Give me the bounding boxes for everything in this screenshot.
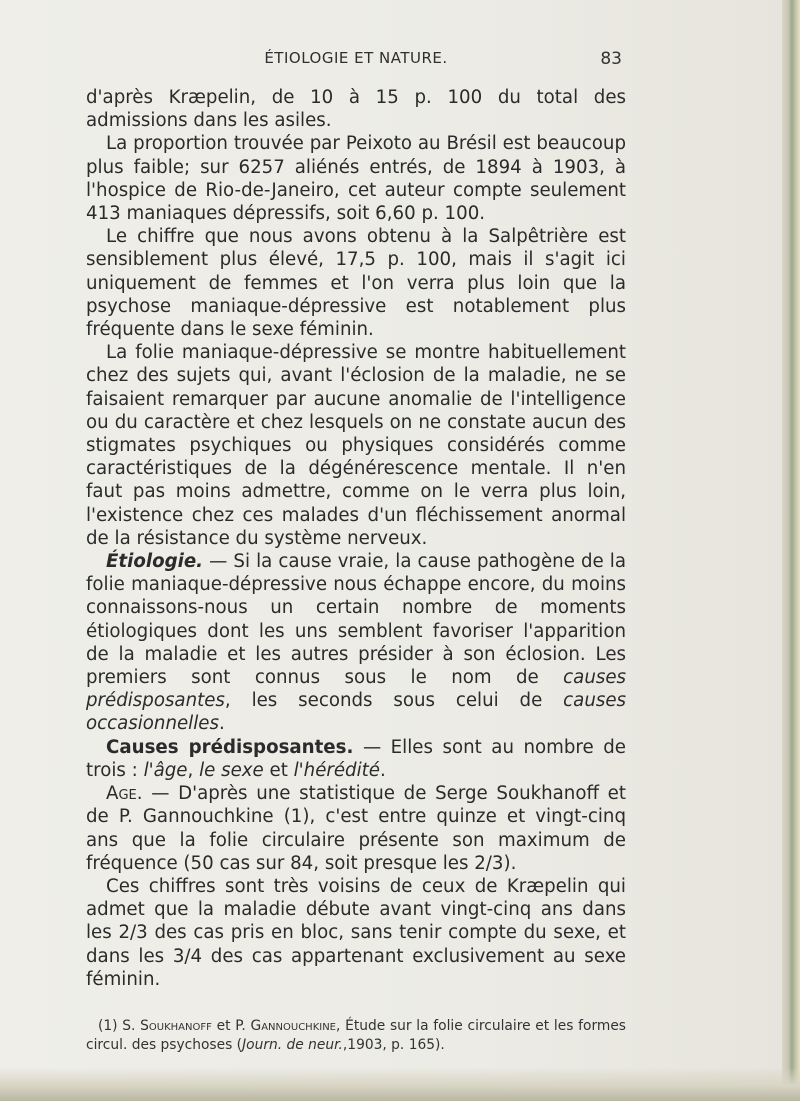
section-heading-etiologie: Étiologie.	[106, 551, 204, 573]
term-causes-predisposantes: causes prédisposantes	[86, 667, 626, 712]
page-bottom-shadow	[0, 1067, 800, 1101]
paragraph-age	[86, 782, 626, 875]
paragraph-kraepelin: Ces chiffres sont très voisins de ceux de Kræpelin qui admet que la maladie débute avant vingt-cinq ans dans les 2/3 des cas pris en bloc, sans tenir compte du sexe, et dans les 3/4 des cas appartenant exclusivement au sexe féminin.	[86, 875, 626, 990]
paragraph-etiologie	[86, 550, 626, 736]
text-run: — Elles sont au nombre de trois :	[86, 736, 626, 781]
running-title: ÉTIOLOGIE ET NATURE.	[264, 49, 448, 67]
footnote-journal: Journ. de neur.	[242, 1037, 343, 1053]
body-text	[86, 86, 626, 991]
text-run: , Étude sur la folie circulaire et les formes circul. des psychoses (	[86, 1018, 626, 1053]
footnote-line	[86, 1017, 626, 1055]
footnote-marker: (1)	[98, 1018, 123, 1034]
term-heredite: l'hérédité	[293, 759, 380, 781]
text-run: ,1903, p. 165).	[342, 1037, 445, 1053]
text-run: ,	[187, 759, 200, 781]
section-heading-causes: Causes prédisposantes.	[106, 736, 354, 758]
section-heading-age: Age.	[106, 783, 143, 805]
page-edge-shadow	[782, 0, 800, 1101]
term-sexe: le sexe	[199, 759, 264, 781]
paragraph-salpetriere: Le chiffre que nous avons obtenu à la Salpêtrière est sensiblement plus élevé, 17,5 p. 100, mais il s'agit ici uniquement de femmes et l'on verra plus loin que la psychose maniaque-dépressive est notablement plus fréquente dans le sexe féminin.	[86, 226, 626, 341]
text-run: , les seconds sous celui de	[224, 690, 564, 712]
page-number: 83	[600, 49, 622, 69]
footnote-author: S. Soukhanoff	[122, 1018, 212, 1034]
paragraph-continued: d'après Kræpelin, de 10 à 15 p. 100 du total des admissions dans les asiles.	[86, 87, 626, 132]
text-run: — Si la cause vraie, la cause pathogène de la folie maniaque-dépressive nous échappe encore, du moins connaissons-nous un certain nombre de moments étiologiques dont les uns semblent favoriser l'apparition de la maladie et les autres présider à son éclosion. Les premiers sont connus sous le nom de	[86, 551, 626, 689]
text-run: .	[218, 713, 225, 735]
term-age: l'âge	[143, 759, 188, 781]
text-run: — D'après une statistique de Serge Soukhanoff et de P. Gannouchkine (1), c'est entre quinze et vingt-cinq ans que la folie circulaire présente son maximum de fréquence (50 cas sur 84, soit presque les 2/3).	[86, 783, 626, 874]
text-run: .	[379, 759, 386, 781]
text-run: et	[211, 1018, 236, 1034]
page-header	[86, 49, 626, 75]
paragraph-causes-predisposantes	[86, 736, 626, 782]
term-causes-occasionnelles: causes occasionnelles	[86, 690, 626, 735]
footnote-author: P. Gannouchkine	[235, 1018, 337, 1034]
paragraph-peixoto: La proportion trouvée par Peixoto au Brésil est beaucoup plus faible; sur 6257 aliénés entrés, de 1894 à 1903, à l'hospice de Rio-de-Janeiro, cet auteur compte seulement 413 maniaques dépressifs, soit 6,60 p. 100.	[86, 133, 626, 225]
text-run: et	[263, 759, 294, 781]
paragraph-onset: La folie maniaque-dépressive se montre habituellement chez des sujets qui, avant l'éclosion de la maladie, ne se faisaient remarquer par aucune anomalie de l'intelligence ou du caractère et chez lesquels on ne constate aucun des stigmates psychiques ou physiques considérés comme caractéristiques de la dégénérescence mentale. Il n'en faut pas moins admettre, comme on le verra plus loin, l'existence chez ces malades d'un fléchissement anormal de la résistance du système nerveux.	[86, 342, 626, 549]
footnote	[86, 1017, 626, 1055]
